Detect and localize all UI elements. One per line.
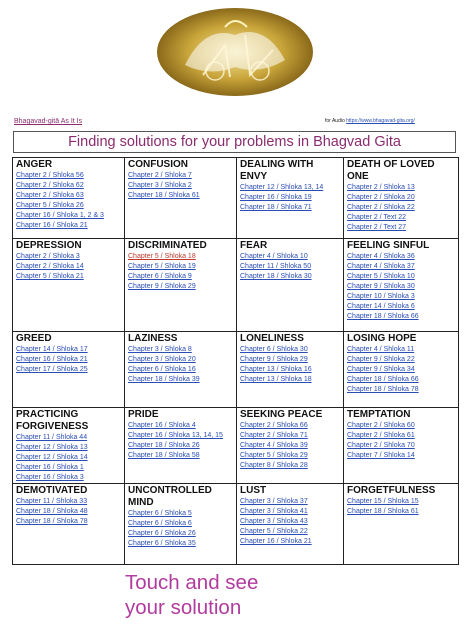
audio-label: for Audio: [325, 118, 347, 124]
grid-row: [13, 239, 459, 332]
problem-heading: DEALING WITH ENVY: [240, 159, 314, 182]
shloka-link[interactable]: Chapter 11 / Shloka 50: [240, 263, 312, 270]
shloka-link[interactable]: Chapter 13 / Shloka 18: [240, 376, 312, 383]
shloka-link[interactable]: Chapter 5 / Shloka 29: [240, 452, 308, 459]
shloka-link[interactable]: Chapter 4 / Shloka 39: [240, 442, 308, 449]
problem-cell: [125, 332, 237, 408]
shloka-link[interactable]: Chapter 2 / Shloka 62: [16, 182, 84, 189]
solutions-table: [12, 157, 459, 565]
shloka-link[interactable]: Chapter 2 / Shloka 61: [347, 432, 415, 439]
shloka-link[interactable]: Chapter 6 / Shloka 35: [128, 540, 196, 547]
shloka-link[interactable]: Chapter 5 / Shloka 19: [128, 263, 196, 270]
problem-cell: [13, 332, 125, 408]
shloka-link[interactable]: Chapter 11 / Shloka 44: [16, 434, 88, 441]
bhagavad-gita-link[interactable]: Bhagavad-gitā As It Is: [14, 118, 83, 125]
shloka-link[interactable]: Chapter 6 / Shloka 26: [128, 530, 196, 537]
shloka-link[interactable]: Chapter 6 / Shloka 6: [128, 520, 192, 527]
shloka-link[interactable]: Chapter 3 / Shloka 8: [128, 346, 192, 353]
problem-cell: [237, 408, 344, 484]
shloka-link[interactable]: Chapter 16 / Shloka 3: [16, 474, 84, 481]
shloka-link[interactable]: Chapter 9 / Shloka 22: [347, 356, 415, 363]
shloka-link[interactable]: Chapter 18 / Shloka 71: [240, 204, 312, 211]
problem-heading: GREED: [16, 333, 52, 344]
problem-heading: UNCONTROLLED MIND: [128, 485, 212, 508]
problem-cell: [344, 239, 459, 332]
shloka-link[interactable]: Chapter 4 / Shloka 10: [240, 253, 308, 260]
problem-heading: LAZINESS: [128, 333, 178, 344]
problem-cell: [13, 239, 125, 332]
shloka-link[interactable]: Chapter 2 / Shloka 63: [16, 192, 84, 199]
shloka-link[interactable]: Chapter 5 / Shloka 10: [347, 273, 415, 280]
problem-cell: [125, 408, 237, 484]
shloka-link[interactable]: Chapter 18 / Shloka 58: [128, 452, 200, 459]
shloka-link[interactable]: Chapter 3 / Shloka 43: [240, 518, 308, 525]
shloka-link[interactable]: Chapter 2 / Shloka 14: [16, 263, 84, 270]
shloka-link[interactable]: Chapter 5 / Shloka 22: [240, 528, 308, 535]
problem-heading: PRACTICING FORGIVENESS: [16, 409, 89, 432]
problem-heading: DEMOTIVATED: [16, 485, 88, 496]
shloka-link[interactable]: Chapter 8 / Shloka 28: [240, 462, 308, 469]
shloka-link[interactable]: Chapter 2 / Shloka 70: [347, 442, 415, 449]
shloka-link[interactable]: Chapter 7 / Shloka 14: [347, 452, 415, 459]
shloka-link[interactable]: Chapter 2 / Shloka 60: [347, 422, 415, 429]
touch-prompt: [125, 570, 258, 620]
problem-heading: FEAR: [240, 240, 268, 251]
shloka-link[interactable]: Chapter 2 / Shloka 22: [347, 204, 415, 211]
shloka-link[interactable]: Chapter 12 / Shloka 13: [16, 444, 88, 451]
krishna-arjuna-chariot-emblem: [155, 5, 315, 100]
problem-heading: LUST: [240, 485, 267, 496]
problem-cell: [344, 484, 459, 565]
shloka-link[interactable]: Chapter 18 / Shloka 30: [240, 273, 312, 280]
shloka-link[interactable]: Chapter 10 / Shloka 3: [347, 293, 415, 300]
shloka-link[interactable]: Chapter 2 / Text 27: [347, 224, 407, 231]
shloka-link[interactable]: Chapter 18 / Shloka 66: [347, 376, 419, 383]
shloka-link[interactable]: Chapter 18 / Shloka 78: [16, 518, 88, 525]
shloka-link[interactable]: Chapter 16 / Shloka 21: [16, 222, 88, 229]
shloka-link[interactable]: Chapter 11 / Shloka 33: [16, 498, 88, 505]
problem-cell: [125, 484, 237, 565]
problem-cell: [125, 239, 237, 332]
shloka-link[interactable]: Chapter 3 / Shloka 2: [128, 182, 192, 189]
problem-cell: [344, 158, 459, 239]
problem-cell: [13, 408, 125, 484]
touch-line-2: your solution: [125, 596, 242, 619]
shloka-link[interactable]: Chapter 18 / Shloka 61: [128, 192, 200, 199]
problem-heading: FORGETFULNESS: [347, 485, 436, 496]
problem-heading: DEPRESSION: [16, 240, 82, 251]
shloka-link[interactable]: Chapter 6 / Shloka 5: [128, 510, 192, 517]
problem-cell: [13, 484, 125, 565]
problem-cell: [237, 239, 344, 332]
shloka-link[interactable]: Chapter 16 / Shloka 4: [128, 422, 196, 429]
shloka-link[interactable]: Chapter 3 / Shloka 20: [128, 356, 196, 363]
problem-cell: [344, 332, 459, 408]
touch-line-1: Touch and see: [125, 571, 259, 594]
problem-cell: [237, 484, 344, 565]
shloka-link[interactable]: Chapter 16 / Shloka 21: [240, 538, 312, 545]
problem-heading: DEATH OF LOVED ONE: [347, 159, 435, 182]
problem-heading: TEMPTATION: [347, 409, 411, 420]
shloka-link[interactable]: Chapter 5 / Shloka 26: [16, 202, 84, 209]
shloka-link[interactable]: Chapter 3 / Shloka 41: [240, 508, 308, 515]
shloka-link[interactable]: Chapter 6 / Shloka 30: [240, 346, 308, 353]
problem-heading: CONFUSION: [128, 159, 188, 170]
grid-row: [13, 408, 459, 484]
shloka-link[interactable]: Chapter 18 / Shloka 39: [128, 376, 200, 383]
problem-heading: SEEKING PEACE: [240, 409, 323, 420]
shloka-link[interactable]: Chapter 17 / Shloka 25: [16, 366, 88, 373]
shloka-link[interactable]: Chapter 2 / Shloka 71: [240, 432, 308, 439]
shloka-link[interactable]: Chapter 2 / Shloka 56: [16, 172, 84, 179]
grid-row: [13, 158, 459, 239]
shloka-link[interactable]: Chapter 6 / Shloka 16: [128, 366, 196, 373]
shloka-link[interactable]: Chapter 16 / Shloka 21: [16, 356, 88, 363]
shloka-link[interactable]: Chapter 15 / Shloka 15: [347, 498, 419, 505]
shloka-link[interactable]: Chapter 16 / Shloka 1: [16, 464, 84, 471]
shloka-link[interactable]: Chapter 9 / Shloka 34: [347, 366, 415, 373]
shloka-link[interactable]: Chapter 12 / Shloka 14: [16, 454, 88, 461]
shloka-link[interactable]: Chapter 2 / Shloka 7: [128, 172, 192, 179]
shloka-link[interactable]: Chapter 5 / Shloka 18: [128, 253, 196, 260]
audio-line: [325, 118, 415, 124]
shloka-link[interactable]: Chapter 18 / Shloka 26: [128, 442, 200, 449]
shloka-link[interactable]: Chapter 18 / Shloka 61: [347, 508, 419, 515]
shloka-link[interactable]: Chapter 18 / Shloka 78: [347, 386, 419, 393]
shloka-link[interactable]: Chapter 2 / Text 22: [347, 214, 407, 221]
shloka-link[interactable]: Chapter 4 / Shloka 11: [347, 346, 415, 353]
problem-heading: ANGER: [16, 159, 53, 170]
shloka-link[interactable]: Chapter 16 / Shloka 19: [240, 194, 312, 201]
shloka-link[interactable]: Chapter 13 / Shloka 16: [240, 366, 312, 373]
shloka-link[interactable]: Chapter 3 / Shloka 37: [240, 498, 308, 505]
shloka-link[interactable]: Chapter 16 / Shloka 13, 14, 15: [128, 432, 223, 439]
problem-cell: [344, 408, 459, 484]
shloka-link[interactable]: Chapter 9 / Shloka 29: [128, 283, 196, 290]
shloka-link[interactable]: Chapter 2 / Shloka 66: [240, 422, 308, 429]
problem-heading: FEELING SINFUL: [347, 240, 430, 251]
shloka-link[interactable]: Chapter 5 / Shloka 21: [16, 273, 84, 280]
problem-heading: LOSING HOPE: [347, 333, 417, 344]
problem-cell: [125, 158, 237, 239]
grid-row: [13, 332, 459, 408]
shloka-link[interactable]: Chapter 14 / Shloka 6: [347, 303, 415, 310]
shloka-link[interactable]: Chapter 6 / Shloka 9: [128, 273, 192, 280]
shloka-link[interactable]: Chapter 2 / Shloka 13: [347, 184, 415, 191]
problem-cell: [13, 158, 125, 239]
problem-cell: [237, 332, 344, 408]
shloka-link[interactable]: Chapter 2 / Shloka 20: [347, 194, 415, 201]
shloka-link[interactable]: Chapter 18 / Shloka 48: [16, 508, 88, 515]
problem-cell: [237, 158, 344, 239]
shloka-link[interactable]: Chapter 16 / Shloka 1, 2 & 3: [16, 212, 104, 219]
shloka-link[interactable]: Chapter 18 / Shloka 66: [347, 313, 419, 320]
problem-heading: LONELINESS: [240, 333, 304, 344]
shloka-link[interactable]: Chapter 9 / Shloka 29: [240, 356, 308, 363]
grid-row: [13, 484, 459, 565]
shloka-link[interactable]: Chapter 14 / Shloka 17: [16, 346, 88, 353]
audio-url-link[interactable]: https://www.bhagavad-gita.org/: [346, 118, 415, 124]
shloka-link[interactable]: Chapter 2 / Shloka 3: [16, 253, 80, 260]
problem-heading: PRIDE: [128, 409, 159, 420]
page-title-box: [13, 131, 456, 153]
shloka-link[interactable]: Chapter 12 / Shloka 13, 14: [240, 184, 324, 191]
problem-heading: DISCRIMINATED: [128, 240, 207, 251]
shloka-link[interactable]: Chapter 4 / Shloka 37: [347, 263, 415, 270]
shloka-link[interactable]: Chapter 9 / Shloka 30: [347, 283, 415, 290]
shloka-link[interactable]: Chapter 4 / Shloka 36: [347, 253, 415, 260]
page-title: Finding solutions for your problems in Bhagvad Gita: [68, 134, 401, 150]
